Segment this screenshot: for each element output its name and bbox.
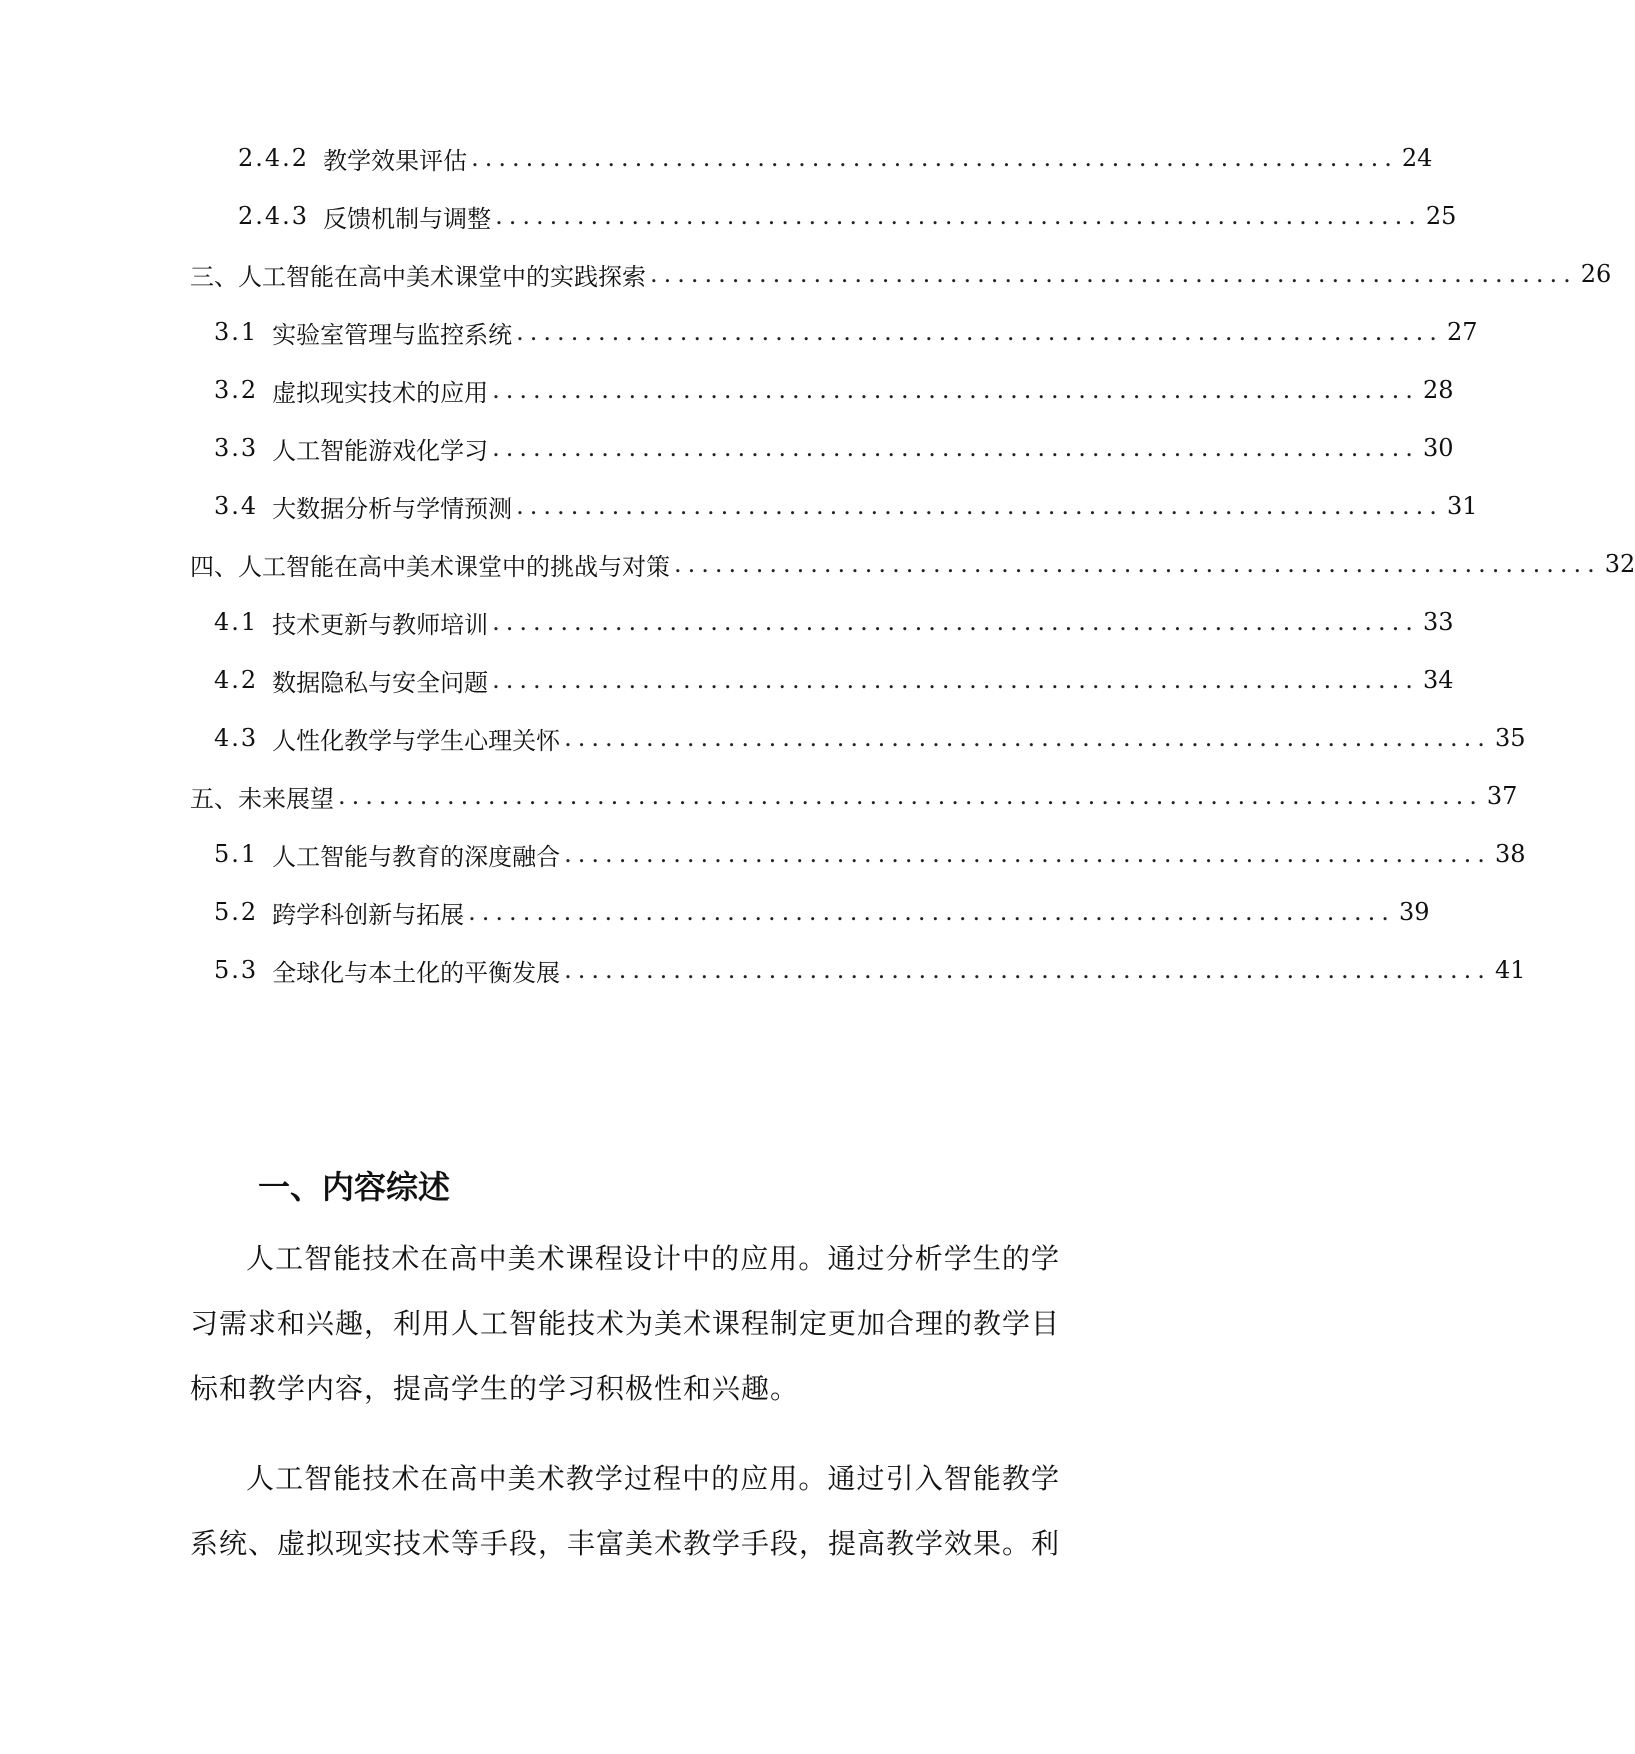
toc-dot-leader: .................................................................... <box>468 898 1395 926</box>
toc-entry-number: 5.2 <box>214 898 259 926</box>
toc-dot-leader: .................................................................... <box>492 434 1419 462</box>
toc-entry-page: 28 <box>1422 376 1454 404</box>
toc-entry[interactable] <box>214 836 1526 872</box>
toc-entry-page: 31 <box>1446 492 1478 520</box>
toc-entry-page: 30 <box>1422 434 1454 462</box>
toc-dot-leader: .................................................................... <box>650 260 1577 288</box>
toc-entry-page: 26 <box>1580 260 1612 288</box>
toc-entry-title: 技术更新与教师培训 <box>272 610 489 639</box>
toc-entry[interactable] <box>190 778 1518 814</box>
toc-entry[interactable] <box>214 430 1454 466</box>
toc-entry-page: 35 <box>1494 724 1526 752</box>
toc-entry-number: 4.2 <box>214 666 259 694</box>
toc-entry-page: 25 <box>1425 202 1457 230</box>
body-paragraph: 人工智能技术在高中美术课程设计中的应用。通过分析学生的学习需求和兴趣，利用人工智能技术为美术课程制定更加合理的教学目标和教学内容，提高学生的学习积极性和兴趣。 <box>190 1242 1061 1405</box>
toc-dot-leader: .................................................................... <box>564 840 1491 868</box>
toc-entry[interactable] <box>214 314 1478 350</box>
toc-entry-page: 38 <box>1494 840 1526 868</box>
toc-entry-number: 3.1 <box>214 318 259 346</box>
toc-dot-leader: .................................................................................... <box>338 782 1483 810</box>
toc-entry-title: 人工智能游戏化学习 <box>272 436 489 465</box>
toc-entry-number: 2.4.3 <box>238 202 310 230</box>
toc-entry[interactable] <box>214 894 1430 930</box>
toc-entry[interactable] <box>214 372 1454 408</box>
toc-entry-title: 数据隐私与安全问题 <box>272 668 489 697</box>
body-paragraph: 人工智能技术在高中美术教学过程中的应用。通过引入智能教学系统、虚拟现实技术等手段，丰富美术教学手段，提高教学效果。利 <box>190 1462 1061 1560</box>
toc-entry-page: 34 <box>1422 666 1454 694</box>
toc-entry-title: 四、人工智能在高中美术课堂中的挑战与对策 <box>190 552 670 581</box>
toc-entry[interactable] <box>214 662 1454 698</box>
toc-entry-title: 实验室管理与监控系统 <box>272 320 513 349</box>
toc-entry-page: 33 <box>1422 608 1454 636</box>
toc-entry-title: 跨学科创新与拓展 <box>272 900 465 929</box>
toc-dot-leader: .................................................................... <box>674 550 1601 578</box>
toc-entry-title: 全球化与本土化的平衡发展 <box>272 958 561 987</box>
toc-entry-number: 5.3 <box>214 956 259 984</box>
toc-entry-title: 大数据分析与学情预测 <box>272 494 513 523</box>
toc-entry[interactable] <box>238 140 1433 176</box>
toc-entry[interactable] <box>238 198 1457 234</box>
toc-dot-leader: .................................................................... <box>492 666 1419 694</box>
toc-dot-leader: .................................................................... <box>492 376 1419 404</box>
toc-entry-title: 五、未来展望 <box>190 784 334 813</box>
toc-entry-number: 3.4 <box>214 492 259 520</box>
toc-entry-page: 41 <box>1494 956 1526 984</box>
toc-dot-leader: .................................................................... <box>492 608 1419 636</box>
toc-dot-leader: .................................................................... <box>564 956 1491 984</box>
toc-entry[interactable] <box>214 720 1526 756</box>
toc-entry-title: 虚拟现实技术的应用 <box>272 378 489 407</box>
toc-entry[interactable] <box>214 604 1454 640</box>
toc-entry-number: 4.1 <box>214 608 259 636</box>
toc-entry[interactable] <box>214 952 1526 988</box>
toc-dot-leader: .................................................................... <box>495 202 1422 230</box>
toc-entry[interactable] <box>214 488 1478 524</box>
toc-entry-number: 3.2 <box>214 376 259 404</box>
toc-entry-number: 2.4.2 <box>238 144 310 172</box>
toc-dot-leader: .................................................................... <box>471 144 1398 172</box>
toc-entry-number: 3.3 <box>214 434 259 462</box>
toc-entry-title: 三、人工智能在高中美术课堂中的实践探索 <box>190 262 646 291</box>
toc-entry-page: 27 <box>1446 318 1478 346</box>
toc-dot-leader: .................................................................... <box>564 724 1491 752</box>
toc-entry-page: 32 <box>1604 550 1635 578</box>
toc-dot-leader: .................................................................... <box>516 318 1443 346</box>
toc-entry-title: 反馈机制与调整 <box>323 204 492 233</box>
toc-entry-title: 教学效果评估 <box>323 146 468 175</box>
toc-entry[interactable] <box>190 546 1635 582</box>
toc-dot-leader: .................................................................... <box>516 492 1443 520</box>
toc-entry-page: 24 <box>1401 144 1433 172</box>
section-heading: 一、内容综述 <box>258 1168 451 1206</box>
toc-entry-page: 37 <box>1486 782 1518 810</box>
toc-entry[interactable] <box>190 256 1612 292</box>
toc-entry-title: 人性化教学与学生心理关怀 <box>272 726 561 755</box>
toc-entry-page: 39 <box>1398 898 1430 926</box>
toc-entry-number: 4.3 <box>214 724 259 752</box>
toc-entry-number: 5.1 <box>214 840 259 868</box>
toc-entry-title: 人工智能与教育的深度融合 <box>272 842 561 871</box>
